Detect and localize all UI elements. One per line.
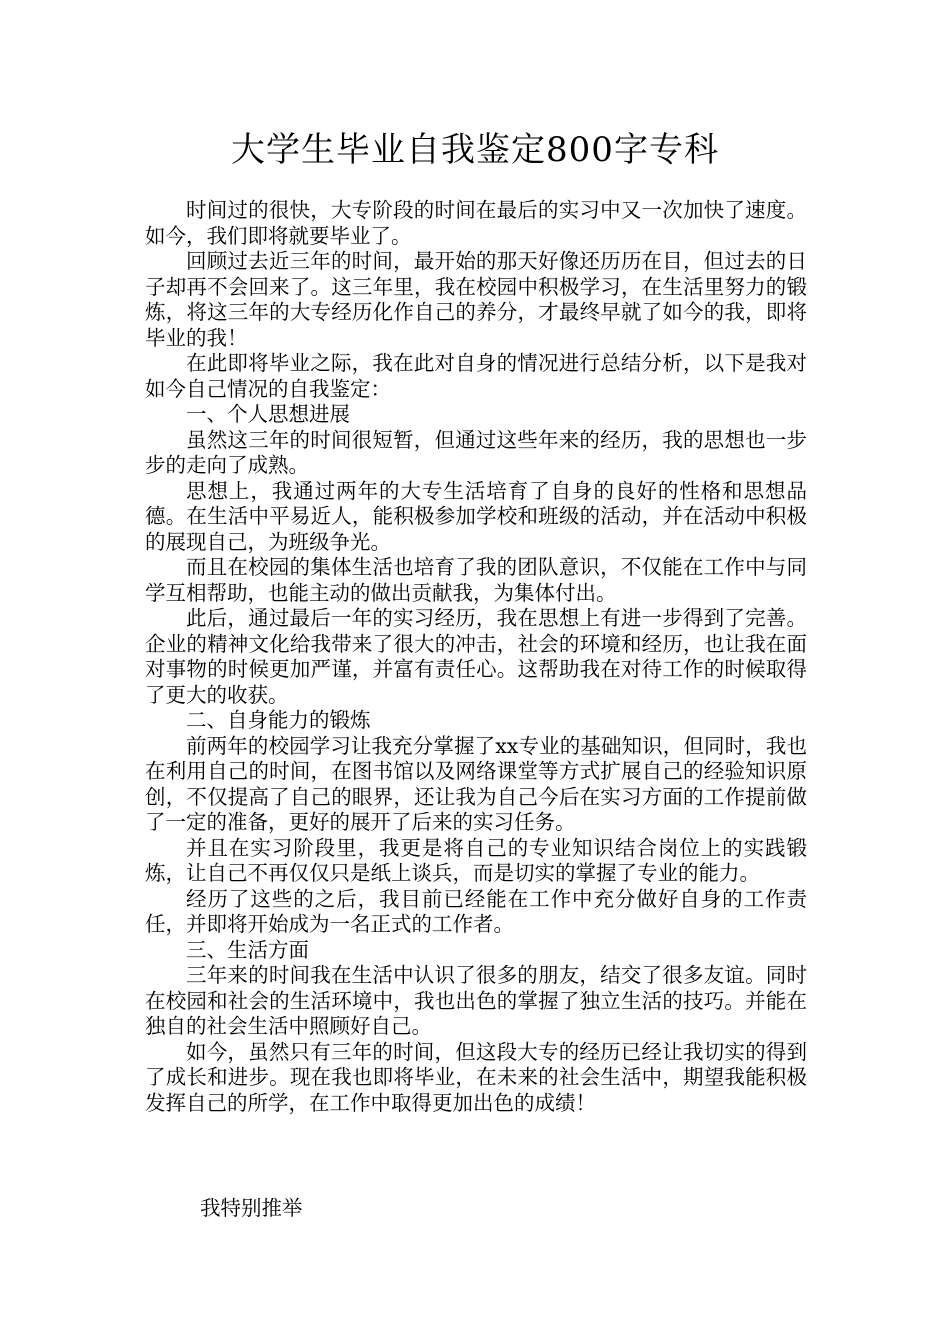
document-title: 大学生毕业自我鉴定800字专科 bbox=[231, 130, 719, 170]
paragraph: 此后，通过最后一年的实习经历，我在思想上有进一步得到了完善。企业的精神文化给我带来了很大的冲击，社会的环境和经历，也让我在面对事物的时候更加严谨，并富有责任心。这帮助我在对待工作的时候取得了更大的收获。 bbox=[145, 606, 807, 707]
paragraph: 回顾过去近三年的时间，最开始的那天好像还历历在目，但过去的日子却再不会回来了。这三年里，我在校园中积极学习，在生活里努力的锻炼，将这三年的大专经历化作自己的养分，才最终早就了如今的我，即将毕业的我！ bbox=[145, 249, 807, 350]
paragraph: 经历了这些的之后，我目前已经能在工作中充分做好自身的工作责任，并即将开始成为一名正式的工作者。 bbox=[145, 886, 807, 936]
section-heading: 二、自身能力的锻炼 bbox=[186, 708, 371, 732]
paragraph: 在此即将毕业之际，我在此对自身的情况进行总结分析，以下是我对如今自己情况的自我鉴定： bbox=[145, 351, 807, 401]
paragraph: 而且在校园的集体生活也培育了我的团队意识，不仅能在工作中与同学互相帮助，也能主动的做出贡献我，为集体付出。 bbox=[145, 555, 807, 605]
section-heading: 一、个人思想进展 bbox=[186, 402, 350, 426]
paragraph: 如今，虽然只有三年的时间，但这段大专的经历已经让我切实的得到了成长和进步。现在我也即将毕业，在未来的社会生活中，期望我能积极发挥自己的所学，在工作中取得更加出色的成绩！ bbox=[145, 1039, 807, 1115]
document-body bbox=[145, 198, 807, 1116]
section-heading: 三、生活方面 bbox=[186, 937, 309, 962]
paragraph: 虽然这三年的时间很短暂，但通过这些年来的经历，我的思想也一步步的走向了成熟。 bbox=[145, 427, 807, 477]
closing-text: 我特别推举 bbox=[200, 1196, 303, 1220]
paragraph: 时间过的很快，大专阶段的时间在最后的实习中又一次加快了速度。如今，我们即将就要毕业了。 bbox=[145, 198, 807, 248]
paragraph: 并且在实习阶段里，我更是将自己的专业知识结合岗位上的实践锻炼，让自己不再仅仅只是纸上谈兵，而是切实的掌握了专业的能力。 bbox=[145, 835, 807, 885]
paragraph: 前两年的校园学习让我充分掌握了xx专业的基础知识，但同时，我也在利用自己的时间，在图书馆以及网络课堂等方式扩展自己的经验知识原创，不仅提高了自己的眼界，还让我为自己今后在实习方面的工作提前做了一定的准备，更好的展开了后来的实习任务。 bbox=[145, 733, 807, 834]
paragraph: 思想上，我通过两年的大专生活培育了自身的良好的性格和思想品德。在生活中平易近人，能积极参加学校和班级的活动，并在活动中积极的展现自己，为班级争光。 bbox=[145, 478, 807, 554]
paragraph: 三年来的时间我在生活中认识了很多的朋友，结交了很多友谊。同时在校园和社会的生活环境中，我也出色的掌握了独立生活的技巧。并能在独自的社会生活中照顾好自己。 bbox=[145, 963, 807, 1038]
